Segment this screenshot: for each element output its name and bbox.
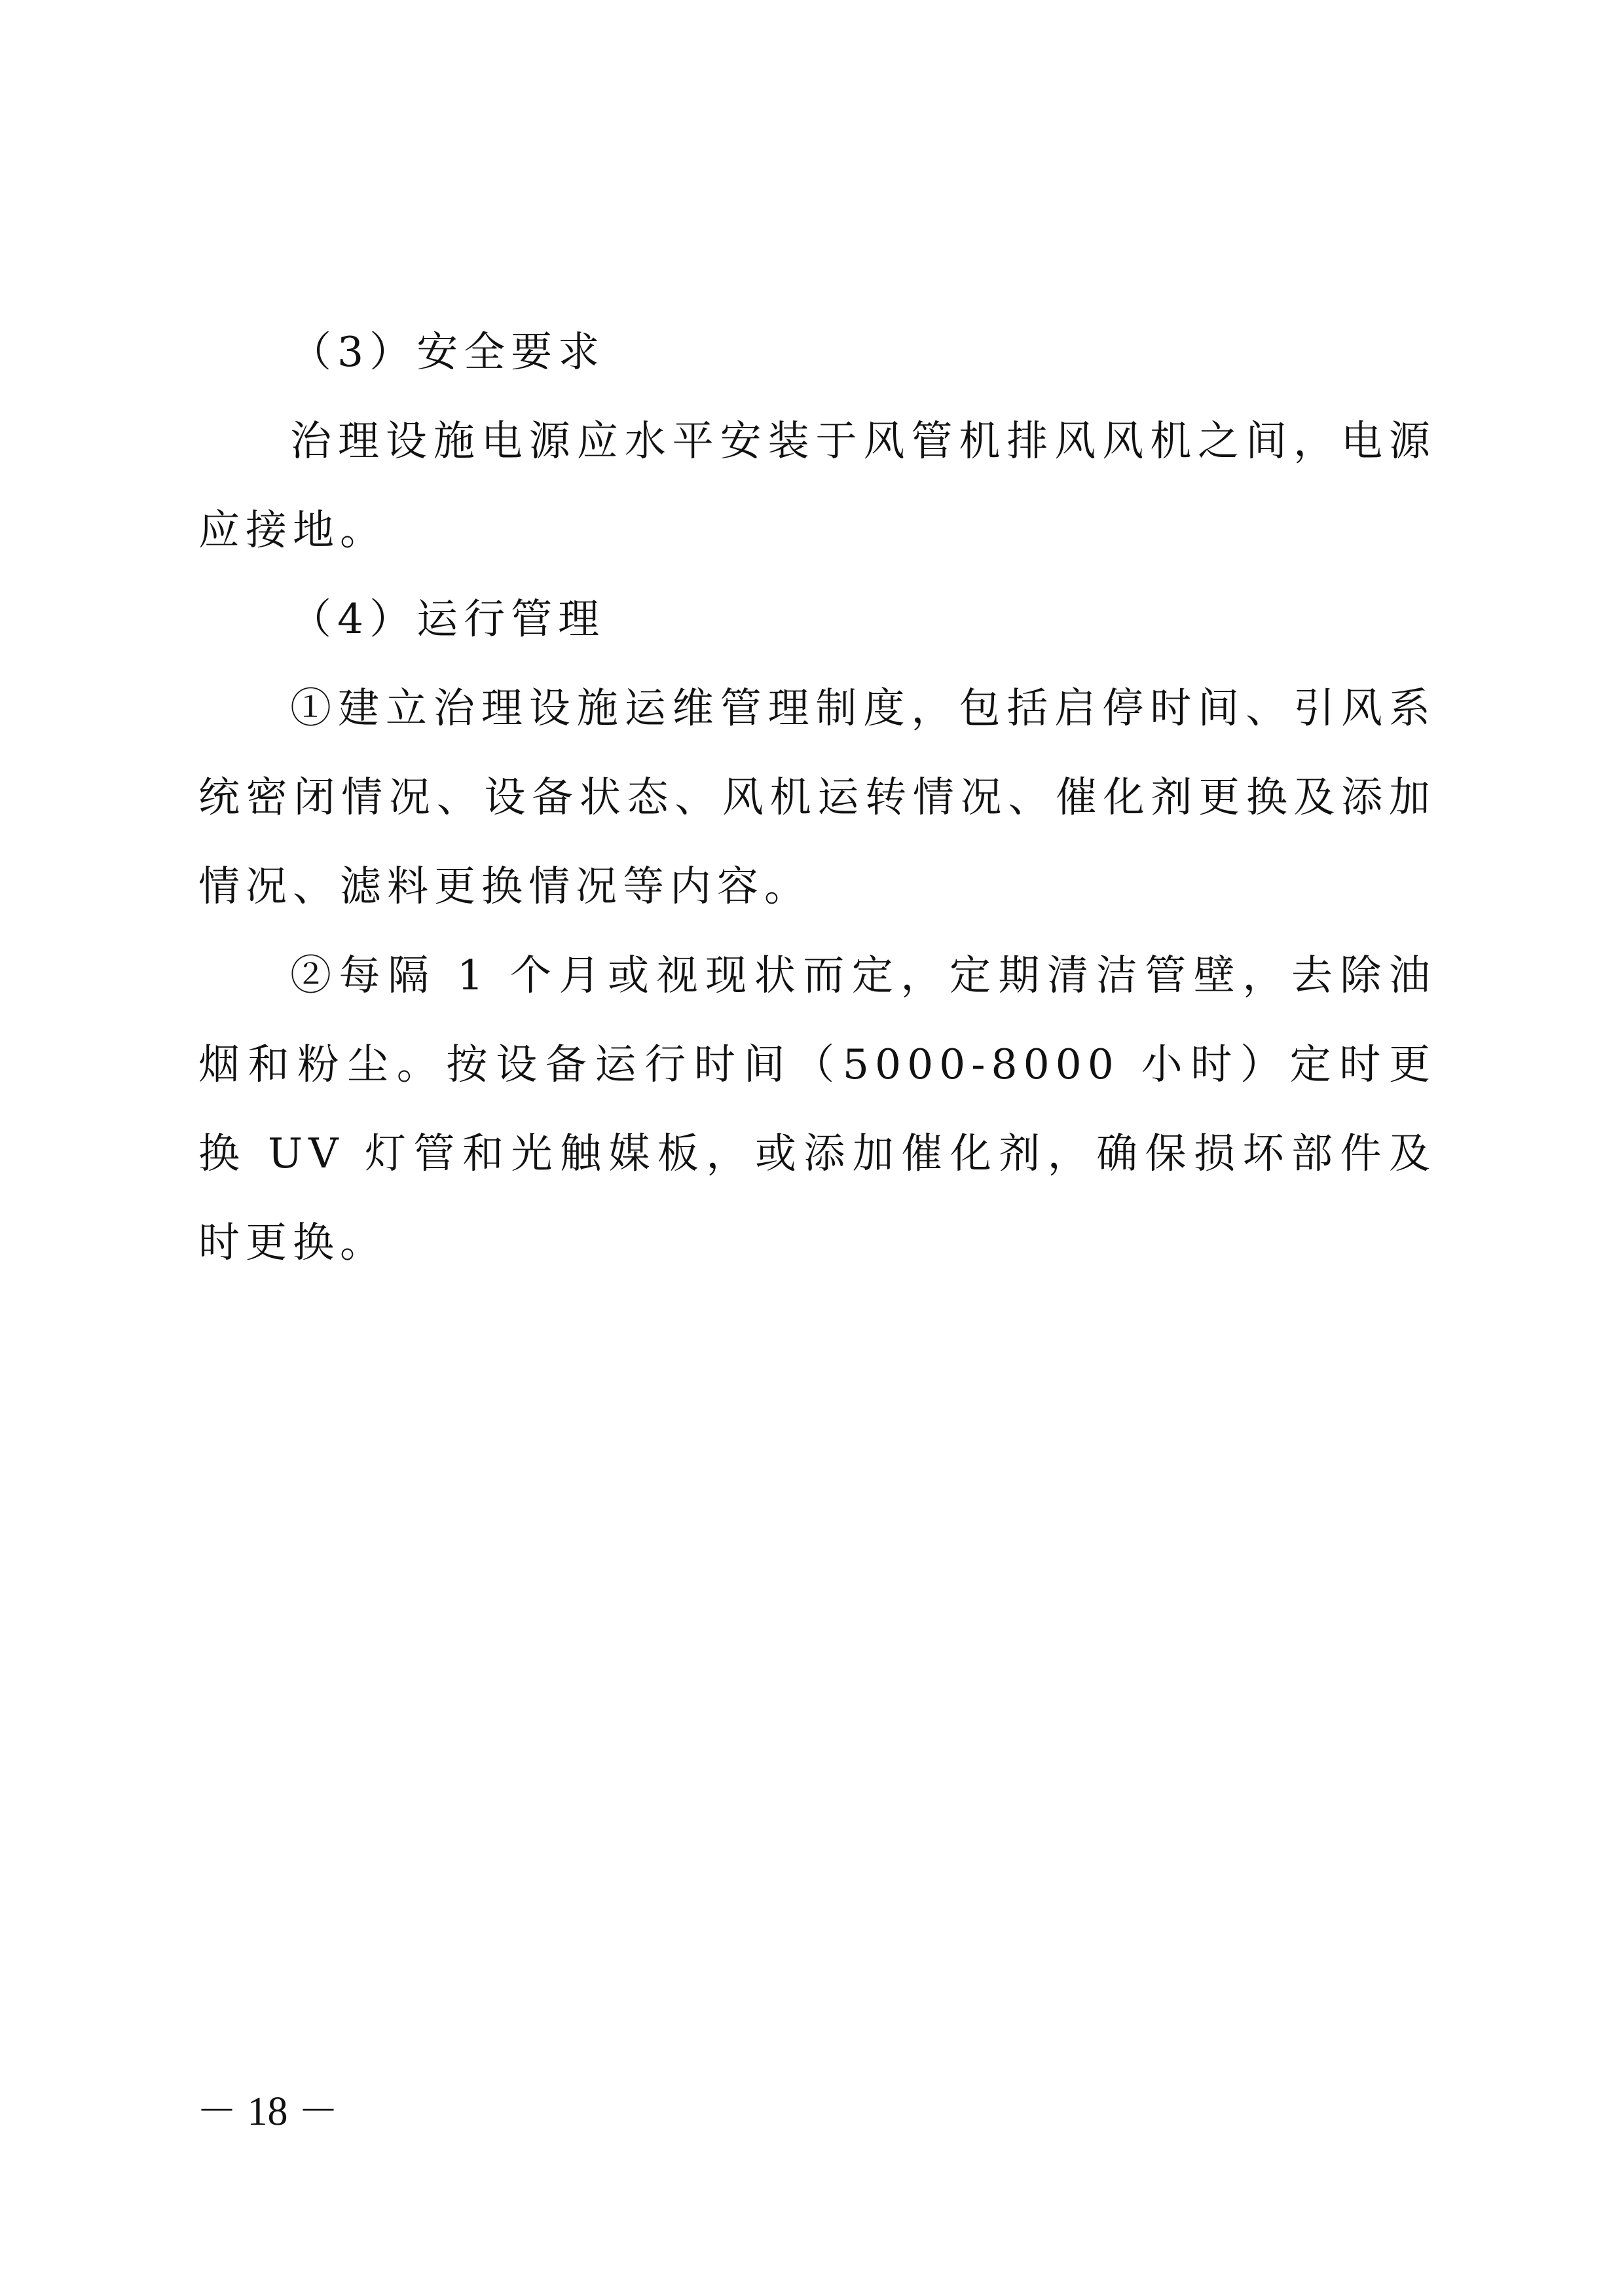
section-heading-operation-management: （4）运行管理 — [290, 595, 606, 643]
document-body — [198, 308, 1436, 1287]
operation-management-item-1: ①建立治理设施运维管理制度，包括启停时间、引风系统密闭情况、设备状态、风机运转情况、催化剂更换及添加情况、滤料更换情况等内容。 — [198, 684, 1436, 910]
section-heading-safety-requirements: （3）安全要求 — [290, 328, 606, 376]
page-number: － 18 － — [196, 2089, 339, 2134]
operation-management-item-2: ②每隔 1 个月或视现状而定，定期清洁管壁，去除油烟和粉尘。按设备运行时间（5000-8000 小时）定时更换 UV 灯管和光触媒板，或添加催化剂，确保损坏部件及时更换。 — [198, 951, 1436, 1266]
safety-requirements-paragraph: 治理设施电源应水平安装于风管机排风风机之间，电源应接地。 — [198, 417, 1436, 554]
